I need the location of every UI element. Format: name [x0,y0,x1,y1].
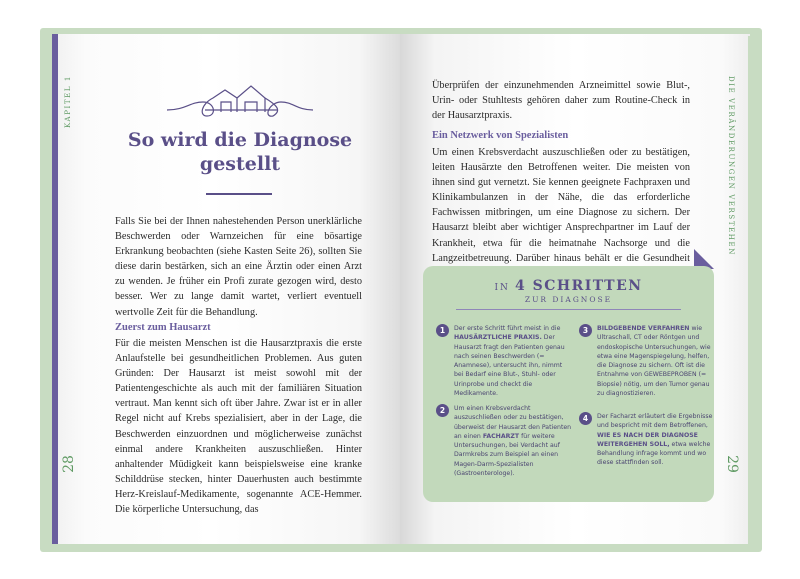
box-divider [456,309,681,310]
step-text: für weitere Untersuchungen, bei Verdacht auf Darmkrebs zum Beispiel an einen Magen-Darm-Spezialisten (Gastroenterologe). [454,432,560,478]
cover-edge-right [748,36,754,544]
box-title-main: 4 SCHRITTEN [514,278,643,294]
running-head-left: KAPITEL 1 [64,75,72,128]
step-number-badge: 4 [579,412,592,425]
box-title [423,275,714,294]
step-number-badge: 1 [436,324,449,337]
step-item [582,324,715,398]
section-heading-netzwerk: Ein Netzwerk von Spezialisten [432,130,569,141]
title-divider [206,193,272,195]
box-subtitle: ZUR DIAGNOSE [524,295,613,304]
chapter-title: So wird die Diagnose gestellt [127,129,353,175]
step-item [439,324,572,398]
step-item [582,412,715,468]
running-head-right: DIE VERÄNDERUNGEN VERSTEHEN [727,76,735,256]
house-ornament-icon [165,80,315,122]
section-heading-hausarzt: Zuerst zum Hausarzt [115,322,211,333]
step-highlight: HAUSÄRZTLICHE PRAXIS. [454,334,542,342]
step-text: wie Ultraschall, CT oder Röntgen und endoskopische Untersuchungen, wie etwa eine Magenspiegelung, helfen, die Diagnose zu sichern. Oft ist die Entnahme von GEWEBEPROBEN (= Biopsie) nötig, um den Tumor genau zu diagnostizieren. [597,325,711,398]
step-highlight: BILDGEBENDE VERFAHREN [597,325,690,332]
step-number-badge: 3 [579,324,592,337]
step-text: etwa welche Behandlung infrage kommt und wo diese stattfinden soll. [597,440,711,467]
step-text: Der Facharzt erläutert die Ergebnisse und bespricht mit dem Betroffenen, [597,413,713,430]
step-number-badge: 2 [436,404,449,417]
step-item [439,404,572,478]
body-paragraph-right-top: Überprüfen der einzunehmenden Arzneimittel sowie Blut-, Urin- oder Stuhltests gehören daher zum Routine-Check in der Hausarztpraxis. [432,80,690,122]
step-highlight: FACHARZT [482,432,520,440]
step-text: Um einen Krebsverdacht auszuschließen oder zu bestätigen, überweist der Hausarzt den Patienten an einen [454,405,572,440]
intro-paragraph: Falls Sie bei der Ihnen nahestehenden Person unerklärliche Beschwerden oder Warnzeichen für eine bösartige Erkrankung beobachten (siehe Kasten Seite 26), sollten Sie diese darin bestärken, sich an eine Ärztin oder einen Arzt zu wenden. Je früher ein Profi zurate gezogen wird, desto besser. Wer zu lange damit wartet, verliert eventuell wertvolle Zeit für die Behandlung. [115,216,362,318]
step-text: Der Hausarzt fragt den Patienten genau nach seinen Beschwerden (= Anamnese), untersucht ihn, nimmt bei Bedarf eine Blut-, Stuhl- oder Urinprobe und checkt die Medikamente. [454,334,565,398]
page-number-left: 28 [60,455,77,473]
body-paragraph-left: Für die meisten Menschen ist die Hausarztpraxis die erste Anlaufstelle bei gesundheitlichen Problemen. Aus guten Gründen: Der Hausarzt ist meist sowohl mit der Patientengeschichte als auch mit der familiären Situation vertraut. Man kennt sich oft über Jahre. Zwar ist er in aller Regel nicht auf Krebs spezialisiert, aber in der Lage, die Beschwerden einzuordnen und möglicherweise zunächst einmal andere Krankheiten auszuschließen. Hinter anhaltender Müdigkeit kann beispielsweise eine kranke Schilddrüse stecken, hinter Dauerhusten auch bestimmte Herz-Kreislauf-Medikamente, sogenannte ACE-Hemmer. Die körperliche Untersuchung, das [115,338,362,516]
page-number-right: 29 [723,455,740,473]
step-highlight: WIE ES NACH DER DIAGNOSE WEITERGEHEN SOLL, [597,431,698,448]
step-text: Der erste Schritt führt meist in die [454,325,561,332]
body-paragraph-right: Um einen Krebsverdacht auszuschließen oder zu bestätigen, leiten Hausärzte den Betroffenen weiter. Die meisten von ihnen sind gut vernetzt. Sie kennen geeignete Fachpraxen und Klinikambulanzen in der Nähe, die das erforderliche Fachwissen mitbringen, um eine Diagnose zu sichern. Der Hausarzt bleibt aber wichtiger Ansprechpartner im Lauf der Krankheit, etwa für die heimatnahe Nachsorge und die Langzeitbetreuung. Darüber hinaus behält er die Gesundheit [432,147,690,264]
box-title-prefix: IN [494,283,510,293]
